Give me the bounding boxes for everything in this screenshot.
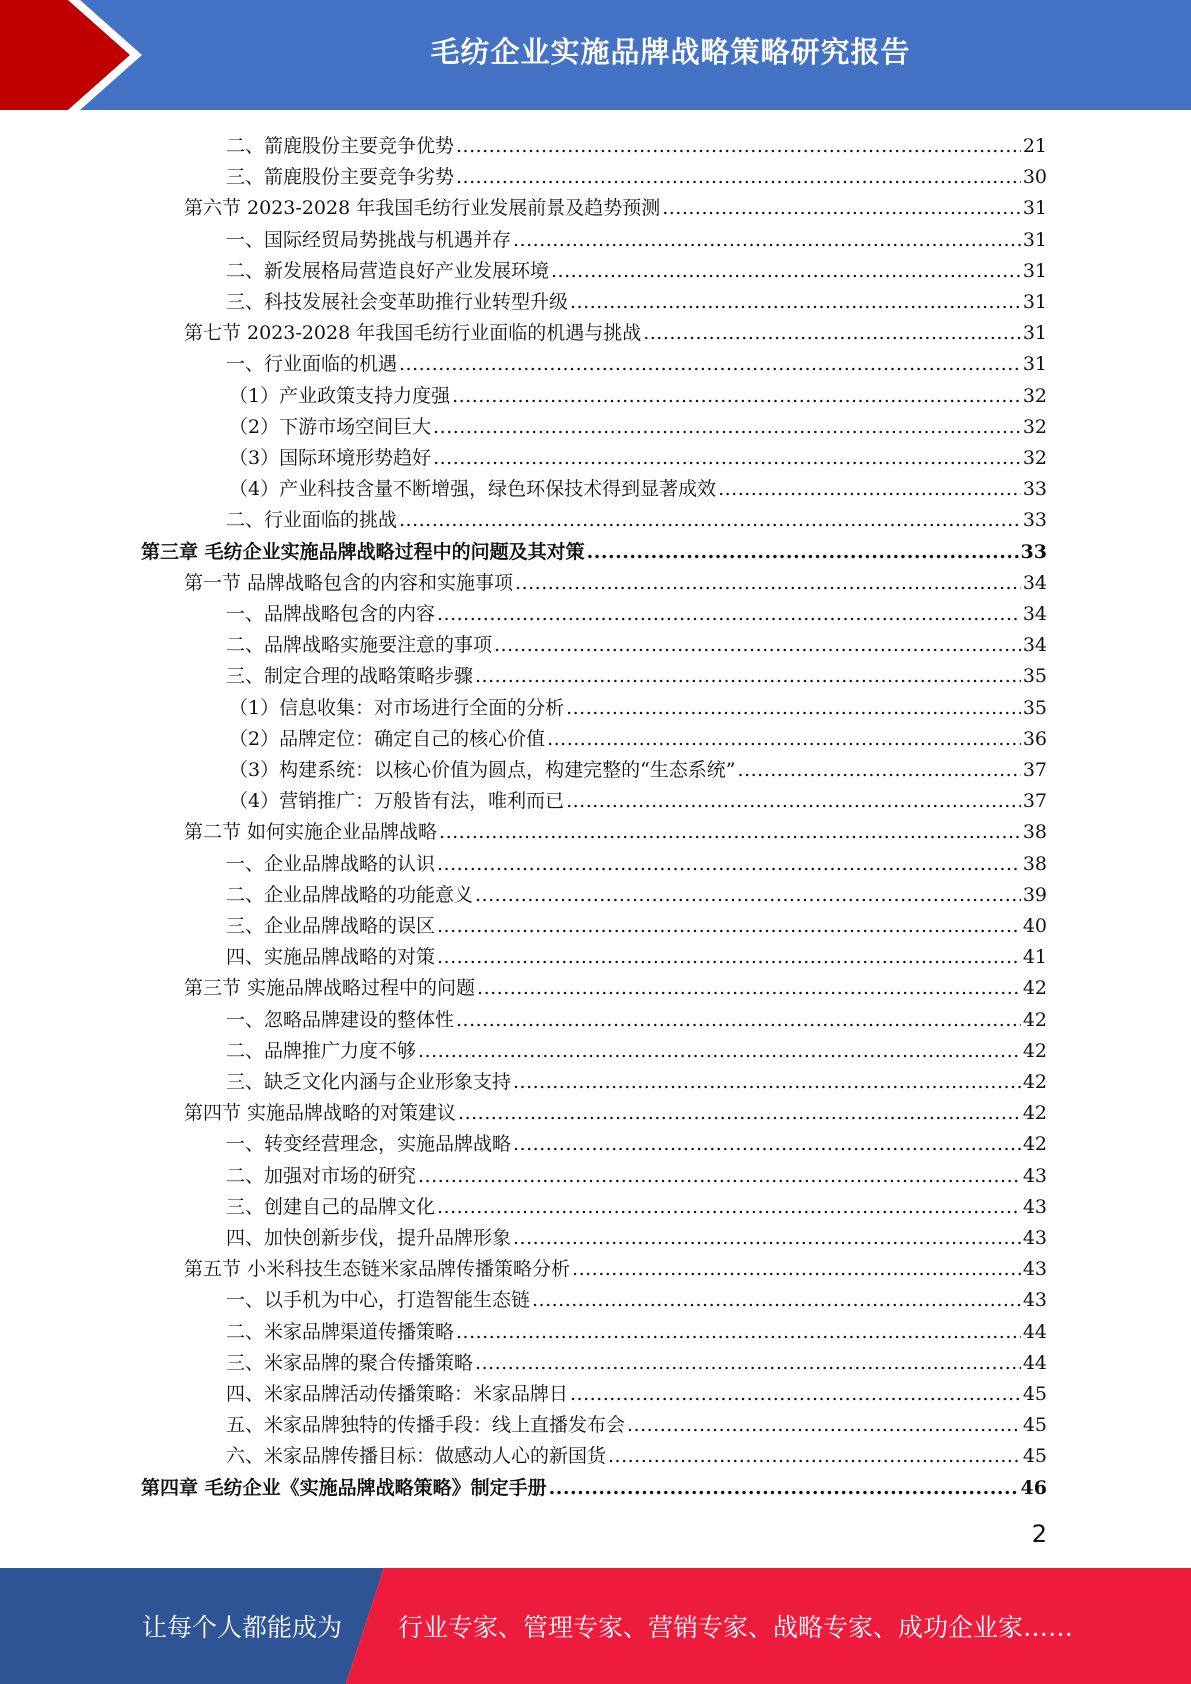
toc-entry-page: 41: [1022, 946, 1047, 969]
toc-entry[interactable]: [226, 938, 1047, 969]
toc-entry[interactable]: [229, 439, 1047, 470]
toc-entry-title: 二、米家品牌渠道传播策略: [226, 1320, 455, 1343]
toc-section-entry[interactable]: [184, 564, 1047, 595]
toc-entry-title: 三、企业品牌战略的误区: [226, 915, 436, 937]
toc-dot-leader: [418, 1039, 1021, 1063]
toc-entry-page: 43: [1022, 1195, 1047, 1218]
toc-entry[interactable]: [226, 1375, 1047, 1406]
toc-entry-page: 43: [1022, 1289, 1047, 1312]
toc-dot-leader: [439, 820, 1021, 844]
toc-dot-leader: [437, 852, 1021, 876]
toc-entry-title: 一、企业品牌战略的认识: [226, 852, 436, 875]
toc-dot-leader: [475, 883, 1021, 907]
toc-entry-title: 二、品牌推广力度不够: [226, 1039, 417, 1062]
toc-entry-page: 45: [1022, 1383, 1047, 1405]
toc-dot-leader: [513, 1132, 1021, 1156]
toc-entry-page: 44: [1022, 1351, 1047, 1374]
toc-dot-leader: [437, 1195, 1021, 1219]
toc-entry[interactable]: [226, 252, 1047, 283]
toc-entry-page: 33: [1022, 509, 1047, 532]
toc-dot-leader: [570, 290, 1021, 314]
toc-entry-page: 30: [1022, 166, 1047, 189]
toc-dot-leader: [547, 727, 1021, 751]
toc-entry-page: 35: [1022, 665, 1047, 688]
toc-section-entry[interactable]: [184, 189, 1047, 220]
toc-entry[interactable]: [226, 876, 1047, 907]
toc-entry[interactable]: [226, 845, 1047, 876]
toc-entry[interactable]: [226, 1063, 1047, 1094]
toc-entry-title: 三、箭鹿股份主要竞争劣势: [226, 166, 455, 189]
toc-dot-leader: [738, 758, 1021, 782]
toc-entry-title: 三、米家品牌的聚合传播策略: [226, 1351, 474, 1374]
toc-entry-page: 42: [1022, 1008, 1047, 1031]
toc-entry-page: 43: [1022, 1227, 1047, 1249]
toc-entry[interactable]: [226, 1344, 1047, 1375]
toc-entry[interactable]: [226, 1157, 1047, 1188]
toc-dot-leader: [477, 976, 1021, 1000]
toc-entry[interactable]: [226, 345, 1047, 376]
toc-entry-page: 43: [1022, 1164, 1047, 1187]
toc-dot-leader: [456, 134, 1021, 158]
toc-entry-title: 一、行业面临的机遇: [226, 353, 398, 376]
toc-entry-title: 一、品牌战略包含的内容: [226, 603, 436, 625]
toc-entry-page: 39: [1022, 883, 1047, 906]
toc-entry-page: 31: [1022, 197, 1047, 220]
toc-entry-page: 38: [1022, 852, 1047, 875]
toc-entry-page: 35: [1022, 696, 1047, 719]
footer-slogan-right: 行业专家、管理专家、营销专家、战略专家、成功企业家……: [398, 1613, 1074, 1642]
toc-section-entry[interactable]: [184, 813, 1047, 844]
page-number: 2: [1031, 1520, 1047, 1548]
toc-entry-page: 40: [1022, 915, 1047, 937]
toc-dot-leader: [566, 696, 1021, 720]
footer-slogan-left: 让每个人都能成为: [142, 1613, 343, 1642]
toc-entry-title: 第四节 实施品牌战略的对策建议: [184, 1102, 457, 1125]
toc-entry-title: 三、创建自己的品牌文化: [226, 1195, 436, 1218]
toc-dot-leader: [399, 508, 1021, 532]
toc-entry[interactable]: [229, 751, 1047, 782]
toc-dot-leader: [399, 352, 1021, 376]
toc-dot-leader: [587, 540, 1019, 564]
toc-entry-title: 二、行业面临的挑战: [226, 509, 398, 532]
toc-entry-title: （3）构建系统：以核心价值为圆点，构建完整的“生态系统”: [229, 759, 736, 781]
toc-entry-page: 32: [1022, 415, 1047, 438]
toc-entry-title: 三、制定合理的战略策略步骤: [226, 665, 474, 688]
toc-dot-leader: [458, 1101, 1021, 1125]
toc-entry-page: 32: [1022, 384, 1047, 407]
toc-entry[interactable]: [226, 1313, 1047, 1344]
toc-dot-leader: [456, 1320, 1021, 1344]
toc-entry[interactable]: [226, 1001, 1047, 1032]
toc-entry[interactable]: [226, 221, 1047, 252]
toc-entry-page: 42: [1022, 977, 1047, 1000]
toc-dot-leader: [456, 1008, 1021, 1032]
header-arrow-decoration: [0, 0, 150, 110]
toc-entry-page: 31: [1022, 228, 1047, 251]
toc-section-entry[interactable]: [184, 314, 1047, 345]
toc-entry[interactable]: [229, 689, 1047, 720]
toc-dot-leader: [452, 384, 1021, 408]
toc-entry[interactable]: [226, 1219, 1047, 1250]
page-header: [0, 0, 1191, 110]
toc-entry-page: 45: [1022, 1445, 1047, 1468]
toc-entry-title: 二、新发展格局营造良好产业发展环境: [226, 259, 550, 282]
toc-entry-page: 34: [1022, 603, 1047, 625]
toc-dot-leader: [475, 1351, 1021, 1375]
toc-entry-title: 二、企业品牌战略的功能意义: [226, 883, 474, 906]
toc-entry-page: 43: [1022, 1258, 1047, 1281]
toc-entry[interactable]: [226, 501, 1047, 532]
toc-dot-leader: [433, 415, 1021, 439]
toc-entry[interactable]: [226, 657, 1047, 688]
toc-dot-leader: [643, 321, 1021, 345]
toc-entry-title: 第六节 2023-2028 年我国毛纺行业发展前景及趋势预测: [184, 197, 661, 220]
toc-entry-title: 三、缺乏文化内涵与企业形象支持: [226, 1071, 512, 1093]
toc-entry-title: （4）产业科技含量不断增强，绿色环保技术得到显著成效: [229, 478, 717, 501]
toc-entry-title: 第五节 小米科技生态链米家品牌传播策略分析: [184, 1258, 571, 1281]
toc-entry-page: 42: [1022, 1102, 1047, 1125]
toc-entry-title: 四、米家品牌活动传播策略：米家品牌日: [226, 1383, 569, 1405]
toc-entry-page: 31: [1022, 322, 1047, 345]
toc-entry-title: 三、科技发展社会变革助推行业转型升级: [226, 291, 569, 313]
toc-section-entry[interactable]: [184, 1094, 1047, 1125]
toc-entry-page: 46: [1020, 1476, 1047, 1499]
toc-entry-page: 31: [1022, 353, 1047, 376]
toc-dot-leader: [718, 477, 1021, 501]
toc-entry-title: 第一节 品牌战略包含的内容和实施事项: [184, 571, 514, 594]
toc-entry[interactable]: [226, 283, 1047, 314]
toc-dot-leader: [608, 1444, 1021, 1468]
toc-entry-page: 34: [1022, 571, 1047, 594]
toc-entry-page: 34: [1022, 634, 1047, 657]
toc-entry-title: 二、加强对市场的研究: [226, 1164, 417, 1187]
toc-dot-leader: [549, 1476, 1019, 1500]
toc-entry[interactable]: [226, 907, 1047, 938]
toc-dot-leader: [437, 914, 1021, 938]
toc-entry[interactable]: [229, 782, 1047, 813]
toc-entry[interactable]: [226, 158, 1047, 189]
toc-entry[interactable]: [226, 1032, 1047, 1063]
toc-entry-title: 一、以手机为中心，打造智能生态链: [226, 1289, 531, 1312]
toc-entry-page: 37: [1022, 759, 1047, 781]
toc-entry-title: 六、米家品牌传播目标：做感动人心的新国货: [226, 1445, 607, 1468]
toc-entry-title: 二、箭鹿股份主要竞争优势: [226, 135, 455, 157]
toc-dot-leader: [570, 1382, 1021, 1406]
toc-entry-title: 第三章 毛纺企业实施品牌战略过程中的问题及其对策: [141, 540, 585, 563]
toc-dot-leader: [433, 446, 1021, 470]
toc-dot-leader: [566, 789, 1021, 813]
toc-dot-leader: [494, 633, 1021, 657]
toc-entry-title: 一、忽略品牌建设的整体性: [226, 1008, 455, 1031]
toc-section-entry[interactable]: [184, 969, 1047, 1000]
toc-entry-title: 一、国际经贸局势挑战与机遇并存: [226, 228, 512, 251]
toc-entry-page: 36: [1022, 727, 1047, 750]
toc-dot-leader: [513, 228, 1021, 252]
toc-entry-page: 33: [1020, 540, 1047, 563]
toc-entry-title: （1）信息收集：对市场进行全面的分析: [229, 696, 565, 719]
toc-entry-page: 44: [1022, 1320, 1047, 1343]
toc-entry-page: 38: [1022, 821, 1047, 844]
toc-dot-leader: [437, 602, 1021, 626]
toc-entry[interactable]: [226, 1437, 1047, 1468]
toc-section-entry[interactable]: [184, 1250, 1047, 1281]
toc-entry[interactable]: [226, 1125, 1047, 1156]
toc-entry-title: 第七节 2023-2028 年我国毛纺行业面临的机遇与挑战: [184, 322, 642, 345]
toc-entry-page: 32: [1022, 447, 1047, 469]
toc-chapter-entry[interactable]: [141, 1469, 1047, 1500]
toc-entry[interactable]: [226, 595, 1047, 626]
toc-entry[interactable]: [229, 470, 1047, 501]
toc-entry[interactable]: [226, 127, 1047, 158]
toc-dot-leader: [532, 1288, 1021, 1312]
toc-dot-leader: [515, 571, 1021, 595]
toc-entry-title: （1）产业政策支持力度强: [229, 384, 451, 407]
toc-dot-leader: [513, 1226, 1021, 1250]
toc-entry-title: 五、米家品牌独特的传播手段：线上直播发布会: [226, 1414, 626, 1437]
document-title: 毛纺企业实施品牌战略策略研究报告: [430, 34, 911, 69]
toc-entry[interactable]: [229, 408, 1047, 439]
toc-entry-title: （3）国际环境形势趋好: [229, 447, 432, 469]
toc-entry-title: 第三节 实施品牌战略过程中的问题: [184, 977, 476, 1000]
toc-entry-page: 42: [1022, 1133, 1047, 1156]
toc-entry-title: 四、加快创新步伐，提升品牌形象: [226, 1227, 512, 1249]
toc-entry[interactable]: [226, 1188, 1047, 1219]
toc-chapter-entry[interactable]: [141, 533, 1047, 564]
toc-entry-title: （4）营销推广：万般皆有法，唯利而已: [229, 790, 565, 813]
toc-entry-page: 33: [1022, 478, 1047, 501]
toc-entry-title: 四、实施品牌战略的对策: [226, 946, 436, 969]
toc-entry-page: 31: [1022, 259, 1047, 282]
toc-entry-title: 第二节 如何实施企业品牌战略: [184, 821, 438, 844]
toc-entry-page: 42: [1022, 1071, 1047, 1093]
toc-entry-title: 一、转变经营理念，实施品牌战略: [226, 1133, 512, 1156]
page-footer: [0, 1568, 1191, 1684]
toc-dot-leader: [418, 1164, 1021, 1188]
toc-entry-title: 二、品牌战略实施要注意的事项: [226, 634, 493, 657]
toc-dot-leader: [456, 165, 1021, 189]
toc-entry-page: 42: [1022, 1039, 1047, 1062]
toc-dot-leader: [513, 1070, 1021, 1094]
toc-dot-leader: [437, 945, 1021, 969]
toc-entry[interactable]: [226, 1281, 1047, 1312]
toc-entry-title: （2）下游市场空间巨大: [229, 415, 432, 438]
toc-dot-leader: [551, 259, 1021, 283]
toc-dot-leader: [627, 1413, 1021, 1437]
toc-dot-leader: [572, 1257, 1021, 1281]
toc-entry-page: 37: [1022, 790, 1047, 813]
toc-dot-leader: [475, 664, 1021, 688]
toc-entry-page: 31: [1022, 291, 1047, 313]
toc-entry[interactable]: [229, 377, 1047, 408]
toc-entry-title: （2）品牌定位：确定自己的核心价值: [229, 727, 546, 750]
toc-entry[interactable]: [226, 1406, 1047, 1437]
toc-entry-page: 21: [1022, 135, 1047, 157]
toc-entry-page: 45: [1022, 1414, 1047, 1437]
toc-entry[interactable]: [226, 626, 1047, 657]
toc-entry[interactable]: [229, 720, 1047, 751]
toc-entry-title: 第四章 毛纺企业《实施品牌战略策略》制定手册: [141, 1476, 547, 1499]
toc-dot-leader: [662, 196, 1021, 220]
